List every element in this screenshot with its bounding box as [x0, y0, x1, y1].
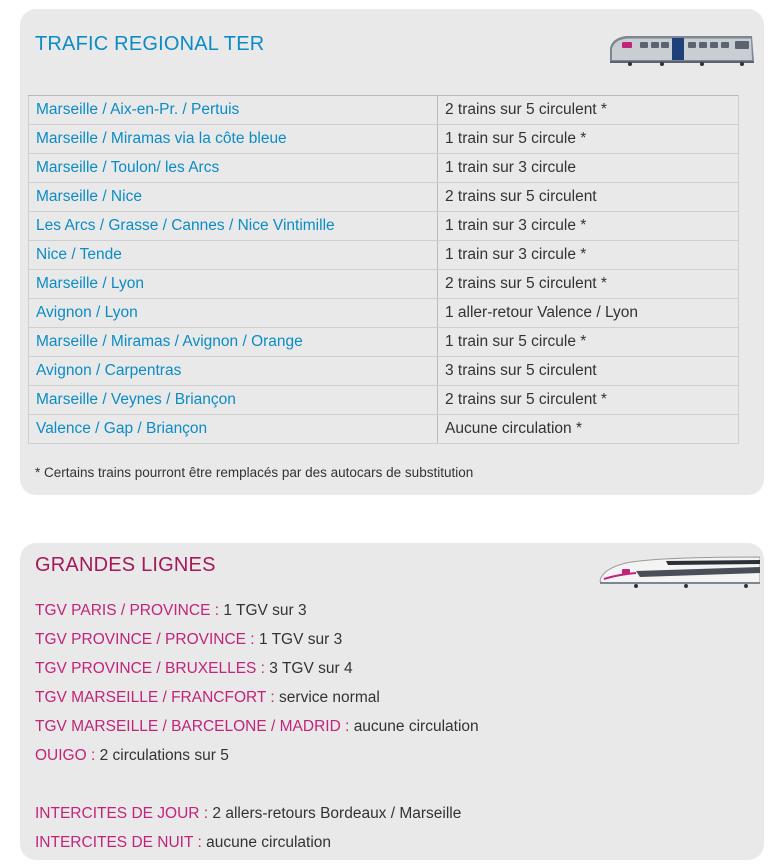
line-label: TGV PROVINCE / PROVINCE : — [35, 631, 259, 648]
ter-train-icon — [602, 30, 760, 66]
table-row — [29, 328, 739, 357]
status-cell: 1 train sur 3 circule * — [438, 212, 739, 241]
table-row — [29, 357, 739, 386]
ter-section — [20, 9, 764, 495]
table-row — [29, 154, 739, 183]
grandes-lignes-line — [35, 602, 307, 620]
line-status: aucune circulation — [206, 834, 332, 851]
line-status: 1 TGV sur 3 — [223, 602, 307, 619]
status-cell: 1 train sur 5 circule * — [438, 125, 739, 154]
grandes-lignes-line — [35, 747, 229, 765]
table-row — [29, 183, 739, 212]
route-cell: Avignon / Carpentras — [29, 357, 438, 386]
status-cell: 2 trains sur 5 circulent * — [438, 386, 739, 415]
table-row — [29, 415, 739, 444]
status-cell: 1 train sur 3 circule * — [438, 241, 739, 270]
ter-title: TRAFIC REGIONAL TER — [35, 33, 265, 55]
table-row — [29, 386, 739, 415]
line-label: INTERCITES DE NUIT : — [35, 834, 207, 851]
ter-status-table — [28, 95, 739, 444]
table-row — [29, 125, 739, 154]
grandes-lignes-line — [35, 805, 461, 823]
grandes-lignes-line — [35, 834, 331, 852]
status-cell: Aucune circulation * — [438, 415, 739, 444]
route-cell: Nice / Tende — [29, 241, 438, 270]
ter-footnote: * Certains trains pourront être remplacés par des autocars de substitution — [35, 465, 474, 480]
status-cell: 2 trains sur 5 circulent * — [438, 96, 739, 125]
line-status: 2 circulations sur 5 — [99, 747, 229, 764]
status-cell: 2 trains sur 5 circulent * — [438, 270, 739, 299]
line-status: aucune circulation — [353, 718, 479, 735]
grandes-lignes-line — [35, 689, 380, 707]
line-label: OUIGO : — [35, 747, 100, 764]
table-row — [29, 270, 739, 299]
route-cell: Avignon / Lyon — [29, 299, 438, 328]
line-status: 1 TGV sur 3 — [258, 631, 343, 648]
table-row — [29, 241, 739, 270]
line-status: service normal — [279, 689, 380, 706]
status-cell: 2 trains sur 5 circulent — [438, 183, 739, 212]
route-cell: Marseille / Miramas via la côte bleue — [29, 125, 438, 154]
status-cell: 1 aller-retour Valence / Lyon — [438, 299, 739, 328]
line-label: TGV MARSEILLE / FRANCFORT : — [35, 689, 280, 706]
grandes-lignes-line — [35, 718, 479, 736]
grandes-lignes-line — [35, 631, 342, 649]
route-cell: Valence / Gap / Briançon — [29, 415, 438, 444]
line-label: INTERCITES DE JOUR : — [35, 805, 213, 822]
route-cell: Marseille / Toulon/ les Arcs — [29, 154, 438, 183]
line-status: 3 TGV sur 4 — [269, 660, 353, 677]
line-label: TGV PARIS / PROVINCE : — [35, 602, 224, 619]
route-cell: Marseille / Miramas / Avignon / Orange — [29, 328, 438, 357]
table-row — [29, 212, 739, 241]
route-cell: Les Arcs / Grasse / Cannes / Nice Vintimille — [29, 212, 438, 241]
route-cell: Marseille / Veynes / Briançon — [29, 386, 438, 415]
route-cell: Marseille / Aix-en-Pr. / Pertuis — [29, 96, 438, 125]
route-cell: Marseille / Nice — [29, 183, 438, 212]
line-label: TGV PROVINCE / BRUXELLES : — [35, 660, 270, 677]
table-row — [29, 299, 739, 328]
status-cell: 1 train sur 5 circule * — [438, 328, 739, 357]
line-label: TGV MARSEILLE / BARCELONE / MADRID : — [35, 718, 354, 735]
status-cell: 3 trains sur 5 circulent — [438, 357, 739, 386]
grandes-lignes-section — [20, 543, 764, 860]
grandes-lignes-title: GRANDES LIGNES — [35, 554, 216, 576]
tgv-train-icon — [596, 549, 760, 589]
grandes-lignes-line — [35, 660, 353, 678]
route-cell: Marseille / Lyon — [29, 270, 438, 299]
line-status: 2 allers-retours Bordeaux / Marseille — [212, 805, 462, 822]
status-cell: 1 train sur 3 circule — [438, 154, 739, 183]
table-row — [29, 96, 739, 125]
